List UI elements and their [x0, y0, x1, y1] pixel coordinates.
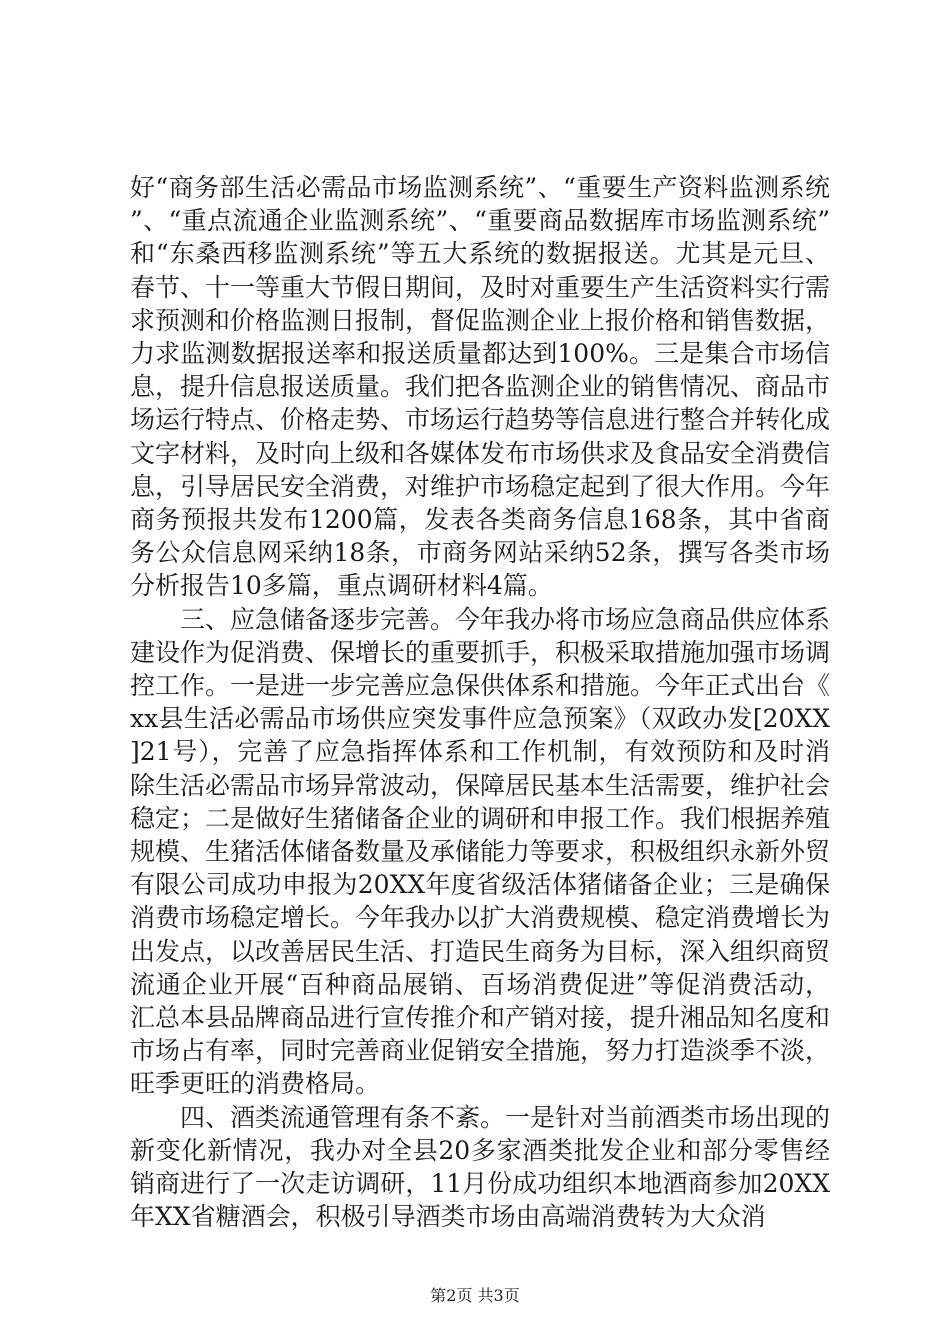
paragraph-continued: 好“商务部生活必需品市场监测系统”、“重要生产资料监测系统”、“重点流通企业监测系统”、“重要商品数据库市场监测系统”和“东桑西移监测系统”等五大系统的数据报送。尤其是元旦、春节、十一等重大节假日期间，及时对重要生产生活资料实行需求预测和价格监测日报制，督促监测企业上报价格和销售数据，力求监测数据报送率和报送质量都达到100%。三是集合市场信息，提升信息报送质量。我们把各监测企业的销售情况、商品市场运行特点、价格走势、市场运行趋势等信息进行整合并转化成文字材料，及时向上级和各媒体发布市场供求及食品安全消费信息，引导居民安全消费，对维护市场稳定起到了很大作用。今年商务预报共发布1200篇，发表各类商务信息168条，其中省商务公众信息网采纳18条，市商务网站采纳52条，撰写各类市场分析报告10多篇，重点调研材料4篇。: [130, 173, 831, 601]
paragraph-section-three: 三、应急储备逐步完善。今年我办将市场应急商品供应体系建设作为促消费、保增长的重要抓手，积极采取措施加强市场调控工作。一是进一步完善应急保供体系和措施。今年正式出台《xx县生活必需品市场供应突发事件应急预案》（双政办发[20XX]21号），完善了应急指挥体系和工作机制，有效预防和及时消除生活必需品市场异常波动，保障居民基本生活需要，维护社会稳定；二是做好生猪储备企业的调研和申报工作。我们根据养殖规模、生猪活体储备数量及承储能力等要求，积极组织永新外贸有限公司成功申报为20XX年度省级活体猪储备企业；三是确保消费市场稳定增长。今年我办以扩大消费规模、稳定消费增长为出发点，以改善居民生活、打造民生商务为目标，深入组织商贸流通企业开展“百种商品展销、百场消费促进”等促消费活动，汇总本县品牌商品进行宣传推介和产销对接，提升湘品知名度和市场占有率，同时完善商业促销安全措施，努力打造淡季不淡，旺季更旺的消费格局。: [130, 604, 831, 1099]
page-number-footer: 第2页 共3页: [430, 1286, 520, 1305]
paragraph-section-four: 四、酒类流通管理有条不紊。一是针对当前酒类市场出现的新变化新情况，我办对全县20多家酒类批发企业和部分零售经销商进行了一次走访调研，11月份成功组织本地酒商参加20XX年XX省糖酒会，积极引导酒类市场由高端消费转为大众消: [130, 1102, 831, 1232]
document-body: [130, 171, 830, 1234]
